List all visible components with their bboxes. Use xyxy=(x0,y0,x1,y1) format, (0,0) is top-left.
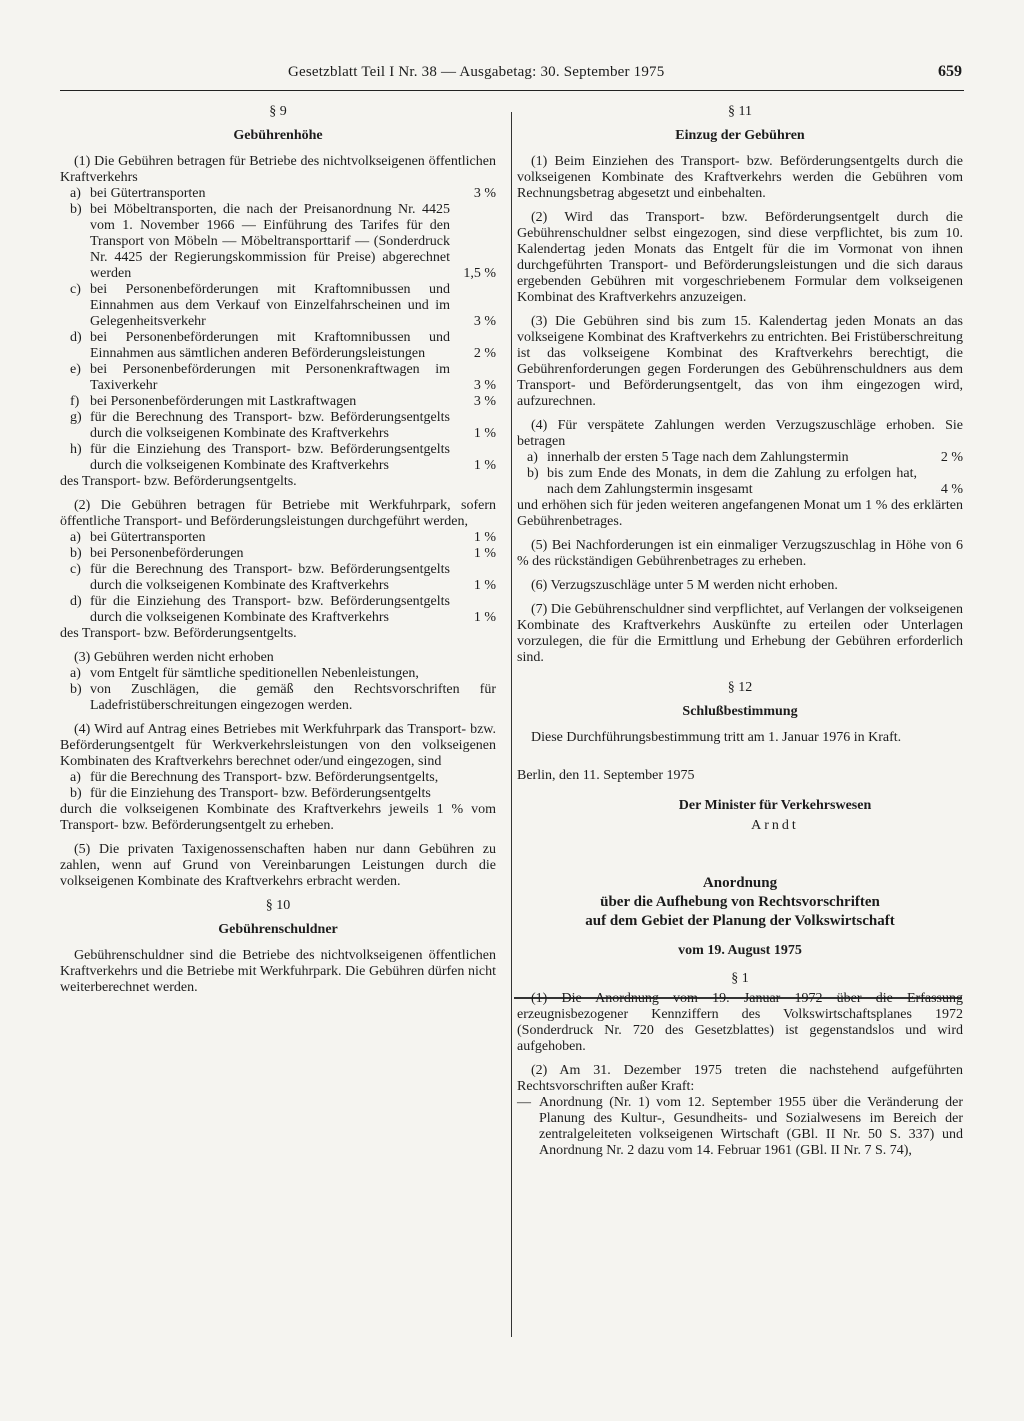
list-item: b) bei Möbeltransporten, die nach der Preisanordnung Nr. 4425 vom 1. November 1966 — Einführung des Tarifes für den Transport von Möbeln — Möbeltransporttarif — (Sonderdruck Nr. 4425 der Regierungskommission für Preise) abgerechnet werden 1,5 % xyxy=(70,202,496,281)
paragraph: (2) Am 31. Dezember 1975 treten die nachstehend aufgeführten Rechtsvorschriften außer Kraft: xyxy=(517,1063,963,1094)
ordinance-title-3: auf dem Gebiet der Planung der Volkswirtschaft xyxy=(585,913,895,929)
section-heading: Schlußbestimmung xyxy=(682,704,798,719)
list-item: b) von Zuschlägen, die gemäß den Rechtsvorschriften für Ladefristüberschreitungen eingezogen werden. xyxy=(70,682,496,713)
paragraph: (4) Wird auf Antrag eines Betriebes mit Werkfuhrpark das Transport- bzw. Beförderungsentgelt für Werkverkehrsleistungen von den volkseigenen Kombinaten des Kraftverkehrs berechnet oder/und eingezogen, sind xyxy=(60,722,496,769)
signature-office: Der Minister für Verkehrswesen xyxy=(678,798,872,813)
list-item: d) bei Personenbeförderungen mit Kraftomnibussen und Einnahmen aus sämtlichen anderen Beförderungsleistungen 2 % xyxy=(70,330,496,361)
paragraph: (1) Die Anordnung vom 19. Januar 1972 über die Erfassung erzeugnisbezogener Kennziffern des Volkswirtschaftsplanes 1972 (Sonderdruck Nr. 720 des Gesetzblattes) ist gegenstandslos und wird aufgehoben. xyxy=(517,991,963,1054)
signature-place-date: Berlin, den 11. September 1975 xyxy=(517,768,695,783)
section-number: § 10 xyxy=(265,898,291,913)
list-item: a) vom Entgelt für sämtliche speditionellen Nebenleistungen, xyxy=(70,666,419,681)
list-item: b) für die Einziehung des Transport- bzw. Beförderungsentgelts xyxy=(70,786,431,801)
list-item: c) bei Personenbeförderungen mit Kraftomnibussen und Einnahmen aus dem Verkauf von Einzelfahrscheinen und im Gelegenheitsverkehr 3 % xyxy=(70,282,496,329)
list-item: b) bis zum Ende des Monats, in dem die Zahlung zu erfolgen hat, nach dem Zahlungstermin insgesamt 4 % xyxy=(527,466,963,497)
paragraph: (3) Die Gebühren sind bis zum 15. Kalendertag jeden Monats an das volkseigene Kombinat des Kraftverkehrs zu entrichten. Bei Fristüberschreitung ist das volkseigene Kombinat des Kraftverkehrs berechtigt, die Gebührenforderungen gegen Forderungen des Gebührenschuldners aus dem Transport- und Beförderungsentgelt, das von ihm eingezogen wird, aufzurechnen. xyxy=(517,314,963,409)
list-item: a) für die Berechnung des Transport- bzw. Beförderungsentgelts, xyxy=(70,770,439,785)
paragraph: (2) Wird das Transport- bzw. Beförderungsentgelt durch die Gebührenschuldner selbst eingezogen, sind diese verpflichtet, bis zum 10. Kalendertag jeden Monats das Entgelt für die im Vormonat von ihnen durchgeführten Transport- und Beförderungsleistungen und die sich daraus ergebenden Gebühren mit vorgeschriebenem Formular dem volkseigenen Kombinat des Kraftverkehrs anzuzeigen. xyxy=(517,210,963,305)
paragraph: (7) Die Gebührenschuldner sind verpflichtet, auf Verlangen der volkseigenen Kombinate des Kraftverkehrs Auskünfte zu erteilen oder Unterlagen vorzulegen, die für die Ermittlung und Erhebung der Gebühren erforderlich sind. xyxy=(517,602,963,665)
page-number: 659 xyxy=(938,63,962,80)
list-item: c) für die Berechnung des Transport- bzw. Beförderungsentgelts durch die volkseigenen Kombinate des Kraftverkehrs 1 % xyxy=(70,562,496,593)
section-number: § 12 xyxy=(727,680,753,695)
section-heading: Gebührenschuldner xyxy=(218,922,338,937)
list-item: — Anordnung (Nr. 1) vom 12. September 1955 über die Veränderung der Planung des Kultur-, Gesundheits- und Sozialwesens im Bereich der zentralgeleiteten volkseigenen Wirtschaft (GBl. II Nr. 50 S. 337) und Anordnung Nr. 2 dazu vom 14. Februar 1961 (GBl. II Nr. 7 S. 74), xyxy=(517,1095,963,1158)
signature-name: Arndt xyxy=(751,818,799,833)
list-item: d) für die Einziehung des Transport- bzw. Beförderungsentgelts durch die volkseigenen Kombinate des Kraftverkehrs 1 % xyxy=(70,594,496,625)
left-column xyxy=(60,102,496,996)
list-item: a) innerhalb der ersten 5 Tage nach dem Zahlungstermin 2 % xyxy=(527,450,963,465)
paragraph: Diese Durchführungsbestimmung tritt am 1. Januar 1976 in Kraft. xyxy=(531,730,902,745)
list-item: a) bei Gütertransporten 1 % xyxy=(70,530,496,545)
ordinance-date: vom 19. August 1975 xyxy=(678,943,802,958)
paragraph: durch die volkseigenen Kombinate des Kraftverkehrs jeweils 1 % vom Transport- bzw. Beförderungsentgelt zu erheben. xyxy=(60,802,496,833)
right-column xyxy=(517,102,963,1159)
list-item: e) bei Personenbeförderungen mit Personenkraftwagen im Taxiverkehr 3 % xyxy=(70,362,496,393)
list-item: g) für die Berechnung des Transport- bzw. Beförderungsentgelts durch die volkseigenen Kombinate des Kraftverkehrs 1 % xyxy=(70,410,496,441)
paragraph: (1) Die Gebühren betragen für Betriebe des nichtvolkseigenen öffentlichen Kraftverkehrs xyxy=(60,154,496,185)
list-item: a) bei Gütertransporten 3 % xyxy=(70,186,496,201)
section-heading: Einzug der Gebühren xyxy=(675,128,805,143)
section-number: § 9 xyxy=(269,104,287,119)
list-item: b) bei Personenbeförderungen 1 % xyxy=(70,546,496,561)
header-title: Gesetzblatt Teil I Nr. 38 — Ausgabetag: 30. September 1975 xyxy=(288,64,665,80)
paragraph: Gebührenschuldner sind die Betriebe des nichtvolkseigenen öffentlichen Kraftverkehrs und die Betriebe mit Werkfuhrpark. Die Gebühren dürfen nicht weiterberechnet werden. xyxy=(60,948,496,995)
ordinance-title-1: Anordnung xyxy=(702,875,778,891)
paragraph: des Transport- bzw. Beförderungsentgelts. xyxy=(60,474,297,489)
paragraph: (3) Gebühren werden nicht erhoben xyxy=(74,650,274,665)
paragraph: (5) Bei Nachforderungen ist ein einmaliger Verzugszuschlag in Höhe von 6 % des rückständigen Gebührenbetrages zu erheben. xyxy=(517,538,963,569)
paragraph: (6) Verzugszuschläge unter 5 M werden nicht erhoben. xyxy=(531,578,838,593)
page-header xyxy=(60,60,964,91)
paragraph: (5) Die privaten Taxigenossenschaften haben nur dann Gebühren zu zahlen, wenn auf Grund von Vereinbarungen Leistungen durch die volkseigenen Kombinate des Kraftverkehrs erbracht werden. xyxy=(60,842,496,889)
paragraph: des Transport- bzw. Beförderungsentgelts. xyxy=(60,626,297,641)
section-heading: Gebührenhöhe xyxy=(233,128,323,143)
list-item: h) für die Einziehung des Transport- bzw. Beförderungsentgelts durch die volkseigenen Kombinate des Kraftverkehrs 1 % xyxy=(70,442,496,473)
ordinance-title-2: über die Aufhebung von Rechtsvorschriften xyxy=(600,894,880,910)
paragraph: und erhöhen sich für jeden weiteren angefangenen Monat um 1 % des erklärten Gebührenbetrages. xyxy=(517,498,963,529)
column-divider xyxy=(511,112,512,1337)
paragraph: (1) Beim Einziehen des Transport- bzw. Beförderungsentgelts durch die volkseigenen Kombinate des Kraftverkehrs werden die Gebühren vom Rechnungsbetrag abgesetzt und einbehalten. xyxy=(517,154,963,201)
section-number: § 1 xyxy=(731,971,749,986)
list-item: f) bei Personenbeförderungen mit Lastkraftwagen 3 % xyxy=(70,394,496,409)
paragraph: (4) Für verspätete Zahlungen werden Verzugszuschläge erhoben. Sie betragen xyxy=(517,418,963,449)
section-number: § 11 xyxy=(728,104,752,119)
paragraph: (2) Die Gebühren betragen für Betriebe mit Werkfuhrpark, sofern öffentliche Transport- und Beförderungsleistungen durchgeführt werden, xyxy=(60,498,496,529)
